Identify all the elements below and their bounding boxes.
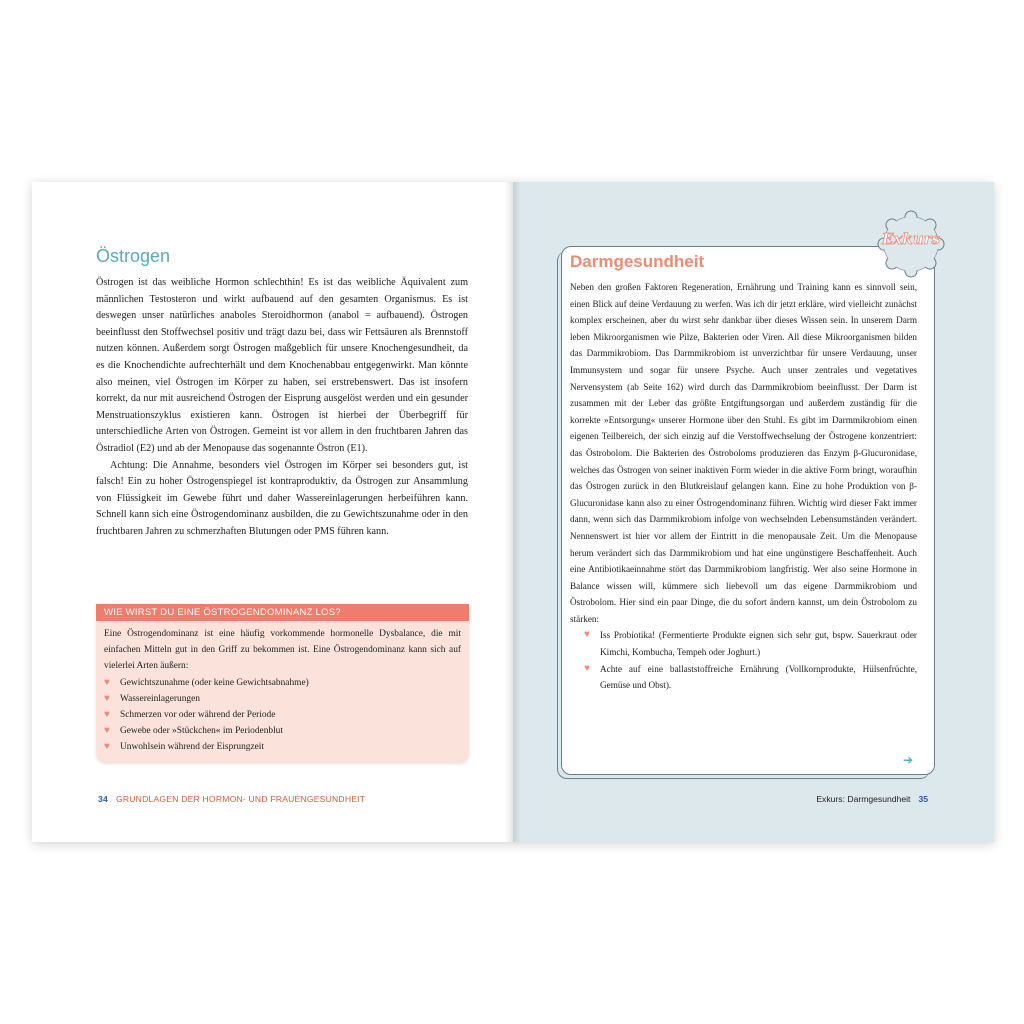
exkurs-list: [570, 627, 917, 693]
tip-box-list: [104, 675, 461, 756]
list-item: ♥ Wassereinlagerungen: [104, 691, 461, 707]
running-header-left: GRUNDLAGEN DER HORMON- UND FRAUENGESUNDHEIT: [115, 794, 366, 804]
heart-icon: ♥: [584, 662, 590, 674]
left-body-text: [96, 275, 468, 541]
tip-box: [96, 604, 469, 763]
body-paragraph-2: Achtung: Die Annahme, besonders viel Östrogen im Körper sei besonders gut, ist falsch! Ein zu hoher Östrogenspiegel ist kontraproduktiv, da Östrogen zur Ansammlung von Flüssigkeit im Gewebe führt und daher Wassereinlagerungen herbeiführen kann. Schnell kann sich eine Östrogendominanz ausbilden, die zu Gewichtszunahme oder in den fruchtbaren Jahren zu schmerzhaften Blutungen oder PMS führen kann.: [96, 459, 468, 537]
tip-box-body: [96, 621, 469, 756]
section-title-oestrogen: Östrogen: [96, 246, 171, 266]
left-footer: [98, 794, 365, 804]
heart-icon: ♥: [104, 741, 110, 753]
tip-box-heading: WIE WIRST DU EINE ÖSTROGENDOMINANZ LOS?: [96, 604, 469, 621]
heart-icon: ♥: [104, 709, 110, 721]
exkurs-badge-label: Exkurs: [881, 230, 941, 248]
page-number-right: 35: [918, 794, 928, 804]
right-body-text: [570, 279, 917, 694]
list-item: ♥ Gewichtszunahme (oder keine Gewichtsabnahme): [104, 675, 461, 691]
page-number-left: 34: [98, 794, 108, 804]
right-footer: [816, 794, 928, 804]
heart-icon: ♥: [584, 629, 590, 641]
body-paragraph-1: Östrogen ist das weibliche Hormon schlechthin! Es ist das weibliche Äquivalent zum männlichen Testosteron und wirkt aufbauend auf den gesamten Organismus. Es ist deswegen unser natürliches anaboles Steroidhormon (anabol = aufbauend). Östrogen beeinflusst den Stoffwechsel positiv und trägt dazu bei, dass wir Fettsäuren als Brennstoff nutzen können. Außerdem sorgt Östrogen maßgeblich für unsere Knochengesundheit, da es die Knochendichte aufrechterhält und dem Knochenabbau entgegenwirkt. Man könnte also meinen, viel Östrogen im Körper zu haben, sei erstrebenswert. Das ist insofern korrekt, da nur mit ausreichend Östrogen der Eisprung ausgelöst werden und ein gesunder Menstruationszyklus existieren kann. Östrogen ist hierbei der Überbegriff für unterschiedliche Arten von Östrogen. Gemeint ist vor allem in den fruchtbaren Jahren das Östradiol (E2) und ab der Menopause das sogenannte Östron (E1).: [96, 277, 468, 454]
heart-icon: ♥: [104, 676, 110, 688]
running-header-right: Exkurs: Darmgesundheit: [816, 794, 911, 804]
heart-icon: ♥: [104, 692, 110, 704]
tip-box-intro: Eine Östrogendominanz ist eine häufig vorkommende hormonelle Dysbalance, die mit einfachen Mitteln gut in den Griff zu bekommen ist. Eine Östrogendominanz kann sich auf vielerlei Arten äußern:: [104, 629, 461, 672]
list-item: ♥ Schmerzen vor oder während der Periode: [104, 707, 461, 723]
list-item: ♥ Gewebe oder »Stückchen« im Periodenblut: [104, 723, 461, 739]
list-item: ♥ Iss Probiotika! (Fermentierte Produkte eignen sich sehr gut, bspw. Sauerkraut oder Kimchi, Kombucha, Tempeh oder Joghurt.): [584, 629, 917, 658]
list-item: ♥ Achte auf eine ballaststoffreiche Ernährung (Vollkornprodukte, Hülsenfrüchte, Gemüse und Obst).: [584, 662, 917, 691]
section-title-darmgesundheit: Darmgesundheit: [570, 252, 705, 271]
heart-icon: ♥: [104, 725, 110, 737]
exkurs-paragraph: Neben den großen Faktoren Regeneration, Ernährung und Training kann es sinnvoll sein, einen Blick auf deine Verdauung zu werfen. Was ich dir jetzt erkläre, wird vielleicht zunächst komplex erscheinen, aber du wirst sehr dankbar über dieses Wissen sein. In unserem Darm leben Mikroorganismen wie Pilze, Bakterien oder Viren. All diese Mikroorganismen bilden das Darmmikrobiom. Das Darmmikrobiom ist unverzichtbar für unsere Verdauung, unser Immunsystem und sogar für unsere Psyche. Auch unser zentrales und vegetatives Nervensystem (ab Seite 162) wird durch das Darmmikrobiom beeinflusst. Der Darm ist zusammen mit der Leber das größte Entgiftungsorgan und außerdem zuständig für die korrekte »Entsorgung« unserer Hormone über den Stuhl. Es gibt im Darmmikrobiom einen eigenen Teilbereich, der sich einzig auf die Verstoffwechselung der Östrogene konzentriert: das Östrobolom. Die Bakterien des Östroboloms produzieren das Enzym β-Glucuronidase, welches das Östrogen von seiner inaktiven Form wieder in die aktive Form bringt, woraufhin das Östrogen zurück in den Blutkreislauf gelangen kann. Eine zu hohe Produktion von β-Glucuronidase kann also zu einer Östrogendominanz führen. Wichtig wird dieser Fakt immer dann, wenn sich das Darmmikrobiom infolge von wechselnden Lebensumständen verändert. Nennenswert ist hier vor allem der Eintritt in die menopausale Zeit. Um die Menopause herum verändert sich das Darmmikrobiom und hat eine ungünstigere Beschaffenheit. Auch eine Antibiotikaeinnahme stört das Darmmikrobiom langfristig. Wer also seine Hormone in Balance wissen will, kümmere sich liebevoll um das eigene Darmmikrobiom und Östrobolom. Hier sind ein paar Dinge, die du sofort ändern kannst, um dein Östrobolom zu stärken:: [570, 282, 917, 624]
list-item: ♥ Unwohlsein während der Eisprungzeit: [104, 739, 461, 755]
book-gutter: [505, 182, 521, 842]
arrow-right-icon: ➔: [903, 753, 914, 767]
